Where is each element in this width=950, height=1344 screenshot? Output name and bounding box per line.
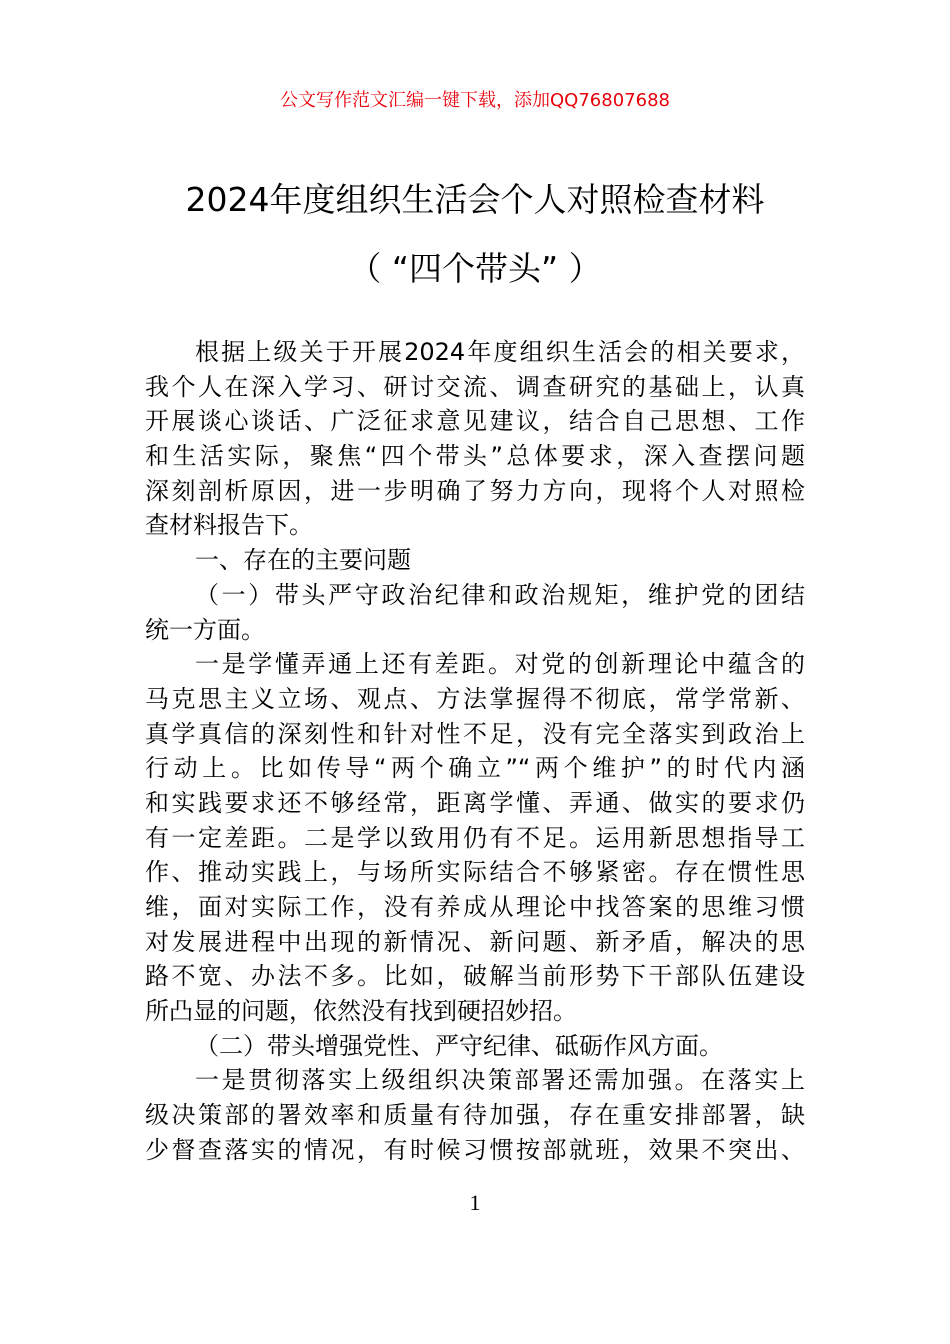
text-line: 查材料报告下。 <box>145 511 313 540</box>
text-line: 一是学懂弄通上还有差距。对党的创新理论中蕴含的 <box>195 650 805 679</box>
text-line: 一、存在的主要问题 <box>195 546 411 575</box>
document-title: 2024年度组织生活会个人对照检查材料 <box>185 180 765 219</box>
page-number: 1 <box>469 1190 481 1215</box>
text-line: 级决策部的署效率和质量有待加强，存在重安排部署，缺 <box>145 1101 805 1130</box>
text-line: 有一定差距。二是学以致用仍有不足。运用新思想指导工 <box>145 823 805 852</box>
text-line: （一）带头严守政治纪律和政治规矩，维护党的团结 <box>195 580 805 609</box>
text-line: 所凸显的问题，依然没有找到硬招妙招。 <box>145 997 577 1026</box>
text-line: 一是贯彻落实上级组织决策部署还需加强。在落实上 <box>195 1066 805 1095</box>
document-body <box>145 335 805 1168</box>
text-line: 对发展进程中出现的新情况、新问题、新矛盾，解决的思 <box>145 927 805 956</box>
text-line: （二）带头增强党性、严守纪律、砥砺作风方面。 <box>195 1031 723 1060</box>
text-line: 统一方面。 <box>145 615 265 644</box>
text-line: 行动上。比如传导“两个确立”“两个维护”的时代内涵 <box>145 754 805 783</box>
text-line: 根据上级关于开展2024年度组织生活会的相关要求， <box>195 338 805 366</box>
text-line: 和实践要求还不够经常，距离学懂、弄通、做实的要求仍 <box>145 788 805 817</box>
text-line: 马克思主义立场、观点、方法掌握得不彻底，常学常新、 <box>145 684 805 713</box>
text-line: 路不宽、办法不多。比如，破解当前形势下干部队伍建设 <box>145 962 805 991</box>
document-subtitle: （ “四个带头” ） <box>348 249 602 288</box>
text-line: 开展谈心谈话、广泛征求意见建议，结合自己思想、工作 <box>145 407 805 436</box>
text-line: 维，面对实际工作，没有养成从理论中找答案的思维习惯 <box>145 893 805 921</box>
header-note: 公文写作范文汇编一键下载，添加QQ76807688 <box>280 90 670 111</box>
text-line: 少督查落实的情况，有时候习惯按部就班，效果不突出、 <box>145 1135 805 1164</box>
text-line: 作、推动实践上，与场所实际结合不够紧密。存在惯性思 <box>145 858 805 887</box>
text-line: 深刻剖析原因，进一步明确了努力方向，现将个人对照检 <box>145 476 805 505</box>
text-line: 我个人在深入学习、研讨交流、调查研究的基础上，认真 <box>145 372 805 401</box>
text-line: 真学真信的深刻性和针对性不足，没有完全落实到政治上 <box>145 719 805 748</box>
text-line: 和生活实际，聚焦“四个带头”总体要求，深入查摆问题 <box>145 442 805 471</box>
